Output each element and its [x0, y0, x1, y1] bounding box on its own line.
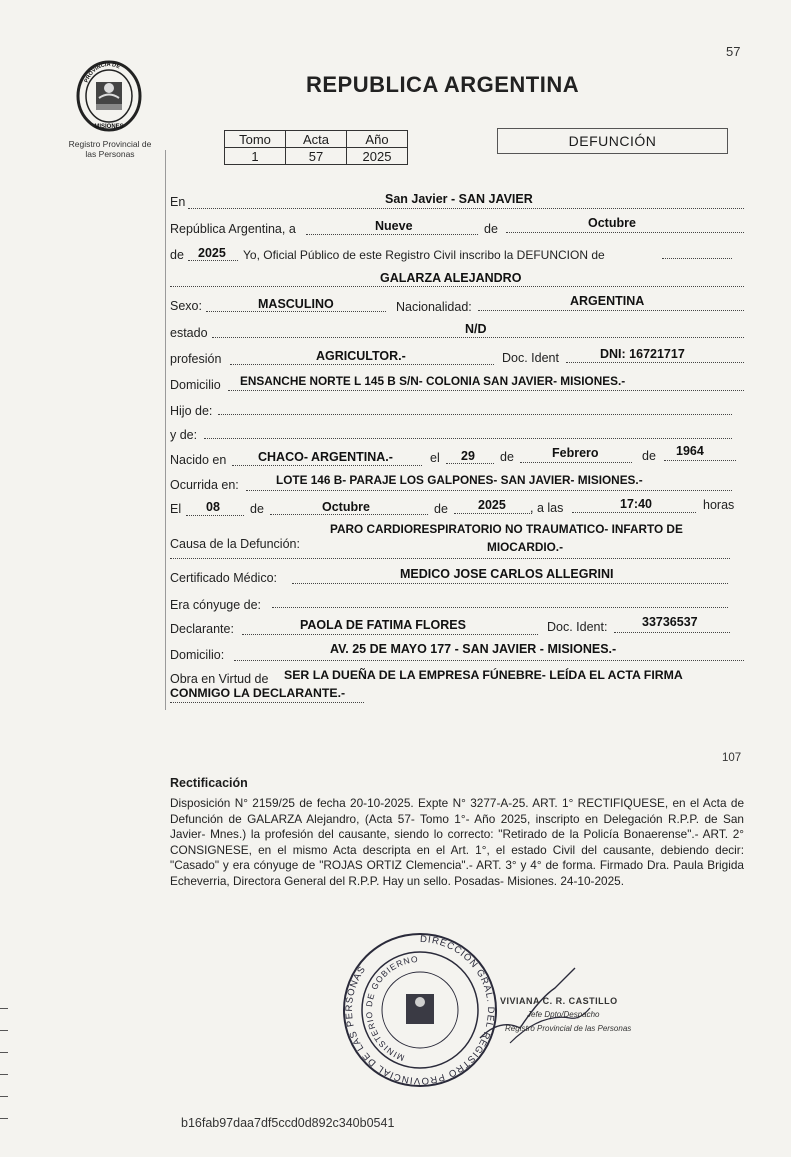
- declarante-value: PAOLA DE FATIMA FLORES: [300, 618, 466, 632]
- doc-ident2-label: Doc. Ident:: [547, 620, 608, 634]
- domicilio-label: Domicilio: [170, 378, 221, 392]
- edge-mark: [0, 1030, 8, 1031]
- edge-mark: [0, 1008, 8, 1009]
- birth-month: Febrero: [552, 446, 599, 460]
- dotted-line: [242, 634, 538, 635]
- oficial-text: Yo, Oficial Público de este Registro Civil inscribo la DEFUNCION de: [243, 248, 605, 262]
- horas-label: horas: [703, 498, 735, 512]
- birth-day: 29: [461, 449, 475, 463]
- edge-mark: [0, 1096, 8, 1097]
- edge-mark: [0, 1052, 8, 1053]
- dotted-line: [188, 260, 238, 261]
- dotted-line: [520, 462, 632, 463]
- registry-caption: Registro Provincial de las Personas: [68, 139, 152, 159]
- dotted-line: [446, 463, 494, 464]
- provincial-seal-icon: [74, 58, 144, 134]
- dotted-line: [234, 660, 744, 661]
- document-type-box: DEFUNCIÓN: [497, 128, 728, 154]
- margin-rule: [165, 150, 166, 710]
- causa-line-2: MIOCARDIO.-: [487, 540, 564, 554]
- y-de-label: y de:: [170, 428, 198, 442]
- doc-ident-label: Doc. Ident: [502, 351, 559, 365]
- dotted-line: [170, 702, 364, 703]
- day-value: Nueve: [375, 219, 413, 233]
- page-title: REPUBLICA ARGENTINA: [306, 72, 580, 97]
- dotted-line: [170, 286, 744, 287]
- estado-label: estado: [170, 326, 208, 340]
- de-label: de: [170, 248, 184, 262]
- profesion-label: profesión: [170, 352, 222, 366]
- profesion-value: AGRICULTOR.-: [316, 349, 406, 363]
- dotted-line: [218, 414, 732, 415]
- obra-label: Obra en Virtud de: [170, 672, 269, 686]
- dotted-line: [170, 558, 730, 559]
- dotted-line: [664, 460, 736, 461]
- seal-bottom-text: MISIONES: [94, 124, 124, 130]
- republica-label: República Argentina, a: [170, 222, 296, 236]
- ocurrida-label: Ocurrida en:: [170, 478, 239, 492]
- tomo-value: 1: [225, 148, 286, 165]
- svg-text:PROVINCIA DE: [84, 62, 121, 84]
- rectificacion-title: Rectificación: [170, 776, 248, 790]
- ocurrida-value: LOTE 146 B- PARAJE LOS GALPONES- SAN JAVIER- MISIONES.-: [276, 473, 643, 487]
- record-reference-table: [224, 130, 408, 165]
- a-las-label: , a las: [530, 501, 564, 515]
- dotted-line: [186, 515, 244, 516]
- dotted-line: [206, 311, 386, 312]
- dotted-line: [228, 390, 744, 391]
- dotted-line: [212, 337, 744, 338]
- en-label: En: [170, 195, 186, 209]
- death-year: 2025: [478, 498, 506, 512]
- dotted-line: [232, 465, 422, 466]
- dotted-line: [292, 583, 728, 584]
- deceased-name: GALARZA ALEJANDRO: [380, 271, 522, 285]
- place-value: San Javier - SAN JAVIER: [385, 192, 533, 206]
- dotted-line: [614, 632, 730, 633]
- dotted-line: [454, 513, 532, 514]
- domicilio-value: ENSANCHE NORTE L 145 B S/N- COLONIA SAN JAVIER- MISIONES.-: [240, 374, 626, 388]
- nacionalidad-value: ARGENTINA: [570, 294, 645, 308]
- el-label: el: [430, 451, 440, 465]
- declarante-domicilio: AV. 25 DE MAYO 177 - SAN JAVIER - MISIONES.-: [330, 642, 617, 656]
- dotted-line: [572, 512, 696, 513]
- sexo-label: Sexo:: [170, 299, 202, 313]
- de-label: de: [500, 450, 514, 464]
- declarante-label: Declarante:: [170, 622, 234, 636]
- domicilio2-label: Domicilio:: [170, 648, 225, 662]
- certificado-label: Certificado Médico:: [170, 571, 277, 585]
- conyuge-label: Era cónyuge de:: [170, 598, 262, 612]
- dotted-line: [662, 258, 732, 259]
- dotted-line: [272, 607, 728, 608]
- month-value: Octubre: [588, 216, 636, 230]
- de-label: de: [250, 502, 264, 516]
- nacionalidad-label: Nacionalidad:: [396, 300, 472, 314]
- signer-office: Registro Provincial de las Personas: [505, 1024, 632, 1033]
- nacido-value: CHACO- ARGENTINA.-: [258, 450, 393, 464]
- death-month: Octubre: [322, 500, 370, 514]
- edge-mark: [0, 1118, 8, 1119]
- estado-value: N/D: [465, 322, 487, 336]
- doc-ident-value: DNI: 16721717: [600, 347, 685, 361]
- seal-top-text: PROVINCIA DE: [83, 61, 121, 84]
- year-value: 2025: [198, 246, 226, 260]
- obra-line-2: CONMIGO LA DECLARANTE.-: [170, 686, 346, 700]
- el-cap-label: El: [170, 502, 182, 516]
- death-time: 17:40: [620, 497, 652, 511]
- declarante-doc: 33736537: [642, 615, 698, 629]
- obra-line-1: SER LA DUEÑA DE LA EMPRESA FÚNEBRE- LEÍDA EL ACTA FIRMA: [284, 668, 683, 682]
- dotted-line: [566, 362, 744, 363]
- causa-line-1: PARO CARDIORESPIRATORIO NO TRAUMATICO- INFARTO DE: [330, 522, 683, 536]
- dotted-line: [188, 208, 744, 209]
- rectificacion-text: Disposición N° 2159/25 de fecha 20-10-2025. Expte N° 3277-A-25. ART. 1° RECTIFIQUESE, en el Acta de Defunción de GALARZA Alejandro, (Acta 57- Tomo 1°- Año 2025, inscripto en Delegación R.P.P. de San Javier- Mnes.) la profesión del causante, siendo lo correcto: "Retirado de la Policía Bonaerense".- ART. 2° CONSIGNESE, en el mismo Acta descripta en el Art. 1°, el estado Civil del causante, debiendo decir: "Casado" y era cónyuge de "ROJAS ORTIZ Clemencia".- ART. 3° y 4° de forma. Firmado Dra. Paula Brigida Echeverria, Directora General del R.P.P. Hay un sello. Posadas- Misiones. 24-10-2025.: [170, 796, 744, 888]
- dotted-line: [506, 232, 744, 233]
- dotted-line: [204, 438, 732, 439]
- hijo-de-label: Hijo de:: [170, 404, 213, 418]
- birth-year: 1964: [676, 444, 704, 458]
- anio-header: Año: [347, 131, 408, 148]
- document-hash: b16fab97daa7df5ccd0d892c340b0541: [181, 1116, 395, 1130]
- certificado-value: MEDICO JOSE CARLOS ALLEGRINI: [400, 567, 614, 581]
- anio-value: 2025: [347, 148, 408, 165]
- dotted-line: [478, 310, 744, 311]
- dotted-line: [306, 234, 478, 235]
- acta-header: Acta: [286, 131, 347, 148]
- de-label: de: [434, 502, 448, 516]
- de-label: de: [642, 449, 656, 463]
- tomo-header: Tomo: [225, 131, 286, 148]
- page-number: 57: [726, 44, 741, 59]
- dotted-line: [270, 514, 428, 515]
- edge-mark: [0, 1074, 8, 1075]
- dotted-line: [246, 490, 732, 491]
- acta-value: 57: [286, 148, 347, 165]
- nacido-label: Nacido en: [170, 453, 227, 467]
- death-day: 08: [206, 500, 220, 514]
- stamp-ring-text: DIRECCIÓN GRAL. DEL REGISTRO PROVINCIAL DE LAS PERSONAS: [343, 933, 496, 1087]
- sexo-value: MASCULINO: [258, 297, 334, 311]
- de-label: de: [484, 222, 498, 236]
- signer-title: Jefe Dpto/Despacho: [527, 1010, 600, 1019]
- rectificacion-number: 107: [722, 752, 742, 764]
- signer-name: VIVIANA C. R. CASTILLO: [500, 996, 618, 1006]
- dotted-line: [230, 364, 494, 365]
- causa-label: Causa de la Defunción:: [170, 537, 300, 551]
- stamp-inner-text: MINISTERIO DE GOBIERNO: [363, 953, 420, 1064]
